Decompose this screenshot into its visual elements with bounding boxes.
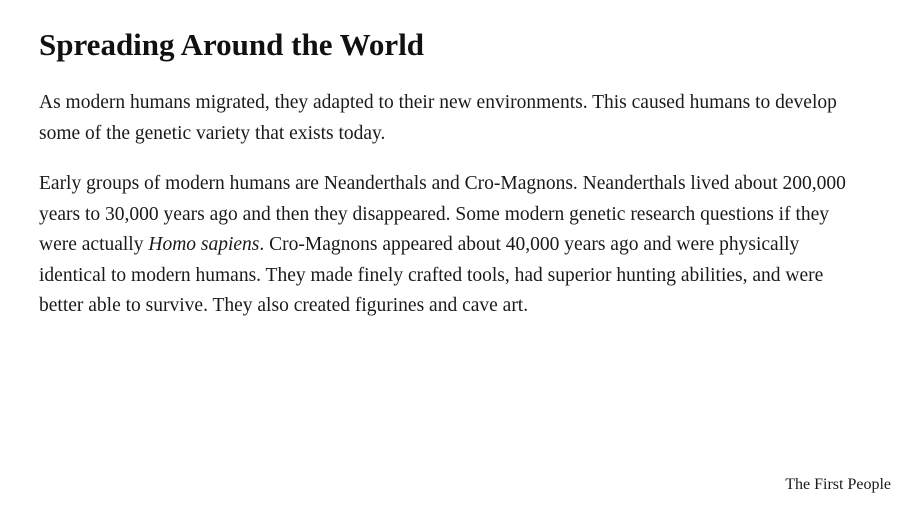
paragraph-text-after-italic: . Cro-Magnons appeared about 40,000 years ago and were physically identical to modern humans. They made finely crafted tools, had superior hunting abilities, and were better able to survive. They also created figurines and cave art. xyxy=(39,234,824,316)
species-name-italic: Homo sapiens xyxy=(148,234,260,255)
paragraph-early-groups xyxy=(39,169,869,322)
slide-footer: The First People xyxy=(785,476,891,493)
slide-body xyxy=(39,88,869,342)
paragraph-text-before-italic: Early groups of modern humans are Neanderthals and Cro-Magnons. Neanderthals lived about 200,000 years to 30,000 years ago and then they disappeared. Some modern genetic research questions if they were actually xyxy=(39,173,846,255)
paragraph-migration: As modern humans migrated, they adapted to their new environments. This caused humans to develop some of the genetic variety that exists today. xyxy=(39,92,837,144)
slide-title: Spreading Around the World xyxy=(39,27,425,62)
